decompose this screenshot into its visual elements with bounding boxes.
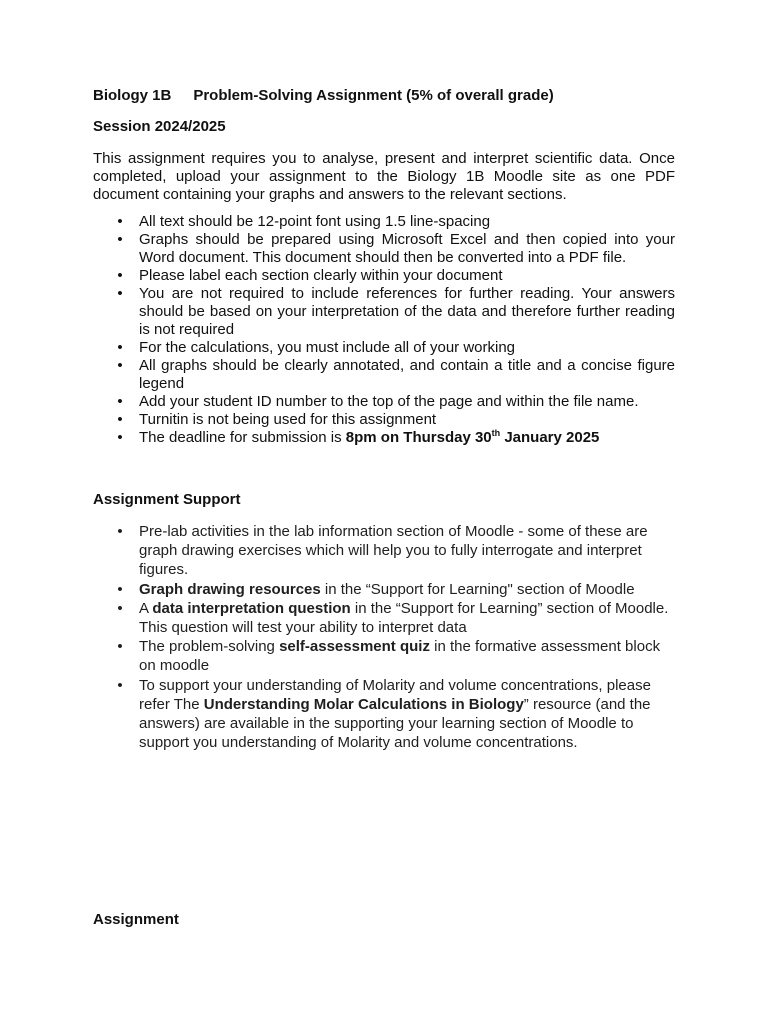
requirement-text: Add your student ID number to the top of the page and within the file name. — [139, 393, 639, 410]
support-text: To support your understanding of Molarity and volume concentrations, please refer The — [139, 676, 651, 713]
deadline-month-year: January 2025 — [500, 429, 600, 446]
requirement-item — [93, 231, 675, 267]
support-bold-text: Understanding Molar Calculations in Biology — [203, 695, 524, 713]
bullet-icon: • — [117, 357, 123, 374]
bullet-icon: • — [117, 339, 123, 356]
support-item — [93, 676, 675, 753]
requirement-item — [93, 339, 675, 357]
bullet-icon: • — [117, 429, 123, 446]
intro-paragraph: This assignment requires you to analyse, present and interpret scientific data. Once completed, upload your assignment to the Biology 1B Moodle site as one PDF document containing your graphs and answers to the relevant sections. — [93, 150, 675, 203]
requirement-item — [93, 213, 675, 231]
requirement-item — [93, 411, 675, 429]
deadline-item — [93, 429, 675, 447]
deadline-date: 8pm on Thursday 30 — [345, 429, 492, 446]
requirement-item — [93, 357, 675, 393]
requirement-item — [93, 393, 675, 411]
requirement-text: Graphs should be prepared using Microsoft Excel and then copied into your Word document. This document should then be converted into a PDF file. — [139, 231, 675, 266]
assignment-heading: Assignment — [93, 911, 179, 928]
support-text-after: ” resource (and the answers) are available in the supporting your learning section of Moodle to support you understanding of Molarity and volume concentrations. — [139, 695, 651, 752]
support-text: A — [139, 599, 153, 617]
support-text-after: in the formative assessment block on moodle — [139, 638, 661, 675]
support-text: The problem-solving — [139, 638, 280, 656]
requirement-text: Please label each section clearly within your document — [139, 267, 503, 284]
requirement-text: Turnitin is not being used for this assignment — [139, 411, 437, 428]
support-list — [93, 522, 675, 752]
support-item — [93, 580, 675, 599]
course-name: Biology 1B — [93, 87, 172, 104]
support-bold-text: data interpretation question — [152, 599, 351, 617]
support-heading: Assignment Support — [93, 491, 241, 508]
bullet-icon: • — [117, 638, 123, 656]
support-text: Pre-lab activities in the lab information section of Moodle - some of these are graph drawing exercises which will help you to fully interrogate and interpret figures. — [139, 523, 648, 579]
bullet-icon: • — [117, 599, 123, 617]
requirement-text: For the calculations, you must include all of your working — [139, 339, 516, 356]
assignment-title: Problem-Solving Assignment (5% of overall grade) — [193, 87, 554, 104]
bullet-icon: • — [117, 285, 123, 302]
bullet-icon: • — [117, 267, 123, 284]
support-text-after: in the “Support for Learning" section of Moodle — [320, 580, 635, 598]
requirement-text: All graphs should be clearly annotated, and contain a title and a concise figure legend — [139, 357, 675, 392]
session-label: Session 2024/2025 — [93, 118, 226, 135]
support-item — [93, 599, 675, 637]
support-bold-text: Graph drawing resources — [139, 580, 321, 598]
requirement-text: You are not required to include references for further reading. Your answers should be based on your interpretation of the data and therefore further reading is not required — [139, 285, 675, 338]
bullet-icon: • — [117, 676, 123, 694]
document-header — [93, 87, 554, 105]
bullet-icon: • — [117, 523, 123, 540]
support-item — [93, 522, 675, 580]
support-text-after: in the “Support for Learning” section of Moodle. This question will test your ability to interpret data — [139, 599, 669, 637]
deadline-ordinal-suffix: th — [491, 428, 501, 438]
bullet-icon: • — [117, 393, 123, 410]
bullet-icon: • — [117, 580, 123, 598]
support-bold-text: self-assessment quiz — [279, 638, 430, 656]
bullet-icon: • — [117, 411, 123, 428]
requirement-item — [93, 285, 675, 339]
bullet-icon: • — [117, 213, 123, 230]
support-item — [93, 637, 675, 675]
requirements-list — [93, 213, 675, 447]
deadline-prefix: The deadline for submission is — [139, 429, 346, 446]
bullet-icon: • — [117, 231, 123, 248]
requirement-item — [93, 267, 675, 285]
requirement-text: All text should be 12-point font using 1.5 line-spacing — [139, 213, 491, 230]
